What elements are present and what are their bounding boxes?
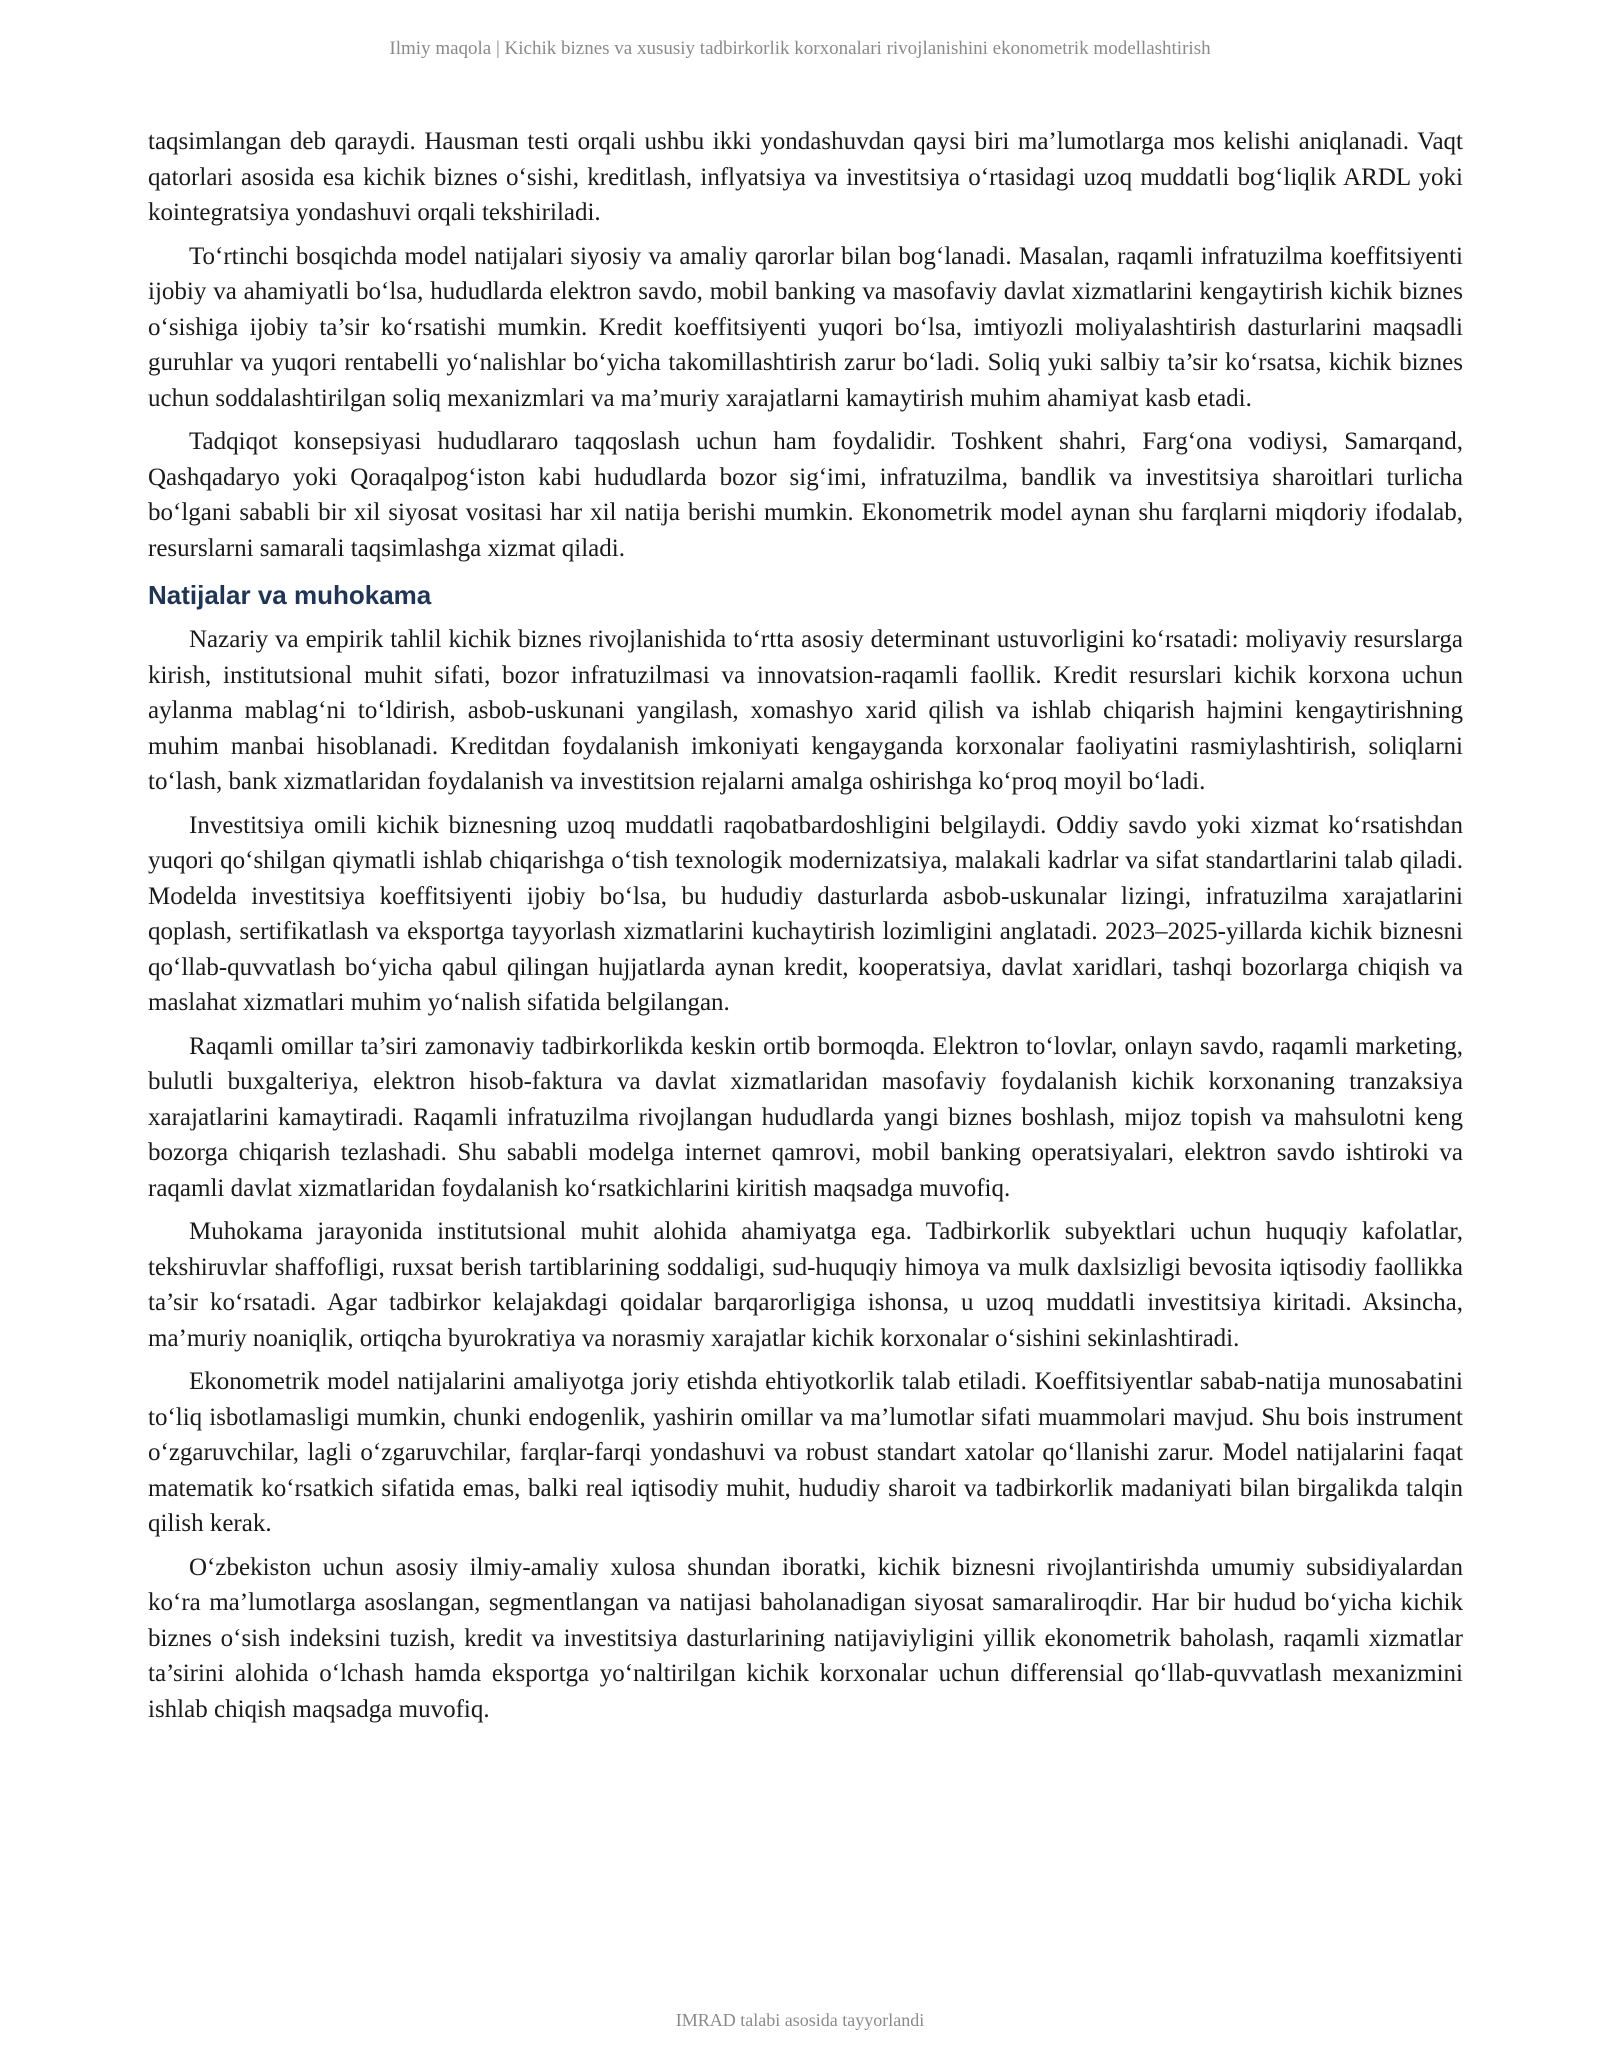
body-paragraph: Ekonometrik model natijalarini amaliyotga joriy etishda ehtiyotkorlik talab etiladi. Koeffitsiyentlar sabab-natija munosabatini to‘liq isbotlamasligi mumkin, chunki endogenlik, yashirin omillar va ma’lumotlar sifati muammolari mavjud. Shu bois instrument o‘zgaruvchilar, lagli o‘zgaruvchilar, farqlar-farqi yondashuvi va robust standart xatolar qo‘llanishi zarur. Model natijalarini faqat matematik ko‘rsatkich sifatida emas, balki real iqtisodiy muhit, hududiy sharoit va tadbirkorlik madaniyati bilan birgalikda talqin qilish kerak. [148,1368,1463,1537]
section-heading: Natijalar va muhokama [148,580,432,610]
body-paragraph: Investitsiya omili kichik biznesning uzoq muddatli raqobatbardoshligini belgilaydi. Oddiy savdo yoki xizmat ko‘rsatishdan yuqori qo‘shilgan qiymatli ishlab chiqarishga o‘tish texnologik modernizatsiya, malakali kadrlar va sifat standartlarini talab qiladi. Modelda investitsiya koeffitsiyenti ijobiy bo‘lsa, bu hududiy dasturlarda asbob-uskunalar lizingi, infratuzilma xarajatlarini qoplash, sertifikatlash va eksportga tayyorlash xizmatlarini kuchaytirish lozimligini anglatadi. 2023–2025-yillarda kichik biznesni qo‘llab-quvvatlash bo‘yicha qabul qilingan hujjatlarda aynan kredit, kooperatsiya, davlat xaridlari, tashqi bozorlarga chiqish va maslahat xizmatlari muhim yo‘nalish sifatida belgilangan. [148,811,1463,1016]
running-footer: IMRAD talabi asosida tayyorlandi [675,2010,925,2030]
running-header: Ilmiy maqola | Kichik biznes va xususiy tadbirkorlik korxonalari rivojlanishini ekonometrik modellashtirish [389,38,1211,59]
body-paragraph: Nazariy va empirik tahlil kichik biznes rivojlanishida to‘rtta asosiy determinant ustuvorligini ko‘rsatadi: moliyaviy resurslarga kirish, institutsional muhit sifati, bozor infratuzilmasi va innovatsion-raqamli faollik. Kredit resurslari kichik korxona uchun aylanma mablag‘ni to‘ldirish, asbob-uskunani yangilash, xomashyo xarid qilish va ishlab chiqarish hajmini kengaytirishning muhim manbai hisoblanadi. Kreditdan foydalanish imkoniyati kengayganda korxonalar faoliyatini rasmiylashtirish, soliqlarni to‘lash, bank xizmatlaridan foydalanish va investitsion rejalarni amalga oshirishga ko‘proq moyil bo‘ladi. [148,626,1463,795]
article-body [148,124,1463,1735]
body-paragraph: O‘zbekiston uchun asosiy ilmiy-amaliy xulosa shundan iboratki, kichik biznesni rivojlantirishda umumiy subsidiyalardan ko‘ra ma’lumotlarga asoslangan, segmentlangan va natijasi baholanadigan siyosat samaraliroqdir. Har bir hudud bo‘yicha kichik biznes o‘sish indeksini tuzish, kredit va investitsiya dasturlarining natijaviyligini yillik ekonometrik baholash, raqamli xizmatlar ta’sirini alohida o‘lchash hamda eksportga yo‘naltirilgan kichik korxonalar uchun differensial qo‘llab-quvvatlash mexanizmini ishlab chiqish maqsadga muvofiq. [148,1553,1463,1723]
body-paragraph: Raqamli omillar ta’siri zamonaviy tadbirkorlikda keskin ortib bormoqda. Elektron to‘lovlar, onlayn savdo, raqamli marketing, bulutli buxgalteriya, elektron hisob-faktura va davlat xizmatlaridan masofaviy foydalanish kichik korxonaning tranzaksiya xarajatlarini kamaytiradi. Raqamli infratuzilma rivojlangan hududlarda yangi biznes boshlash, mijoz topish va mahsulotni keng bozorga chiqarish tezlashadi. Shu sababli modelga internet qamrovi, mobil banking operatsiyalari, elektron savdo ishtiroki va raqamli davlat xizmatlaridan foydalanish ko‘rsatkichlarini kiritish maqsadga muvofiq. [148,1032,1463,1202]
body-paragraph: To‘rtinchi bosqichda model natijalari siyosiy va amaliy qarorlar bilan bog‘lanadi. Masalan, raqamli infratuzilma koeffitsiyenti ijobiy va ahamiyatli bo‘lsa, hududlarda elektron savdo, mobil banking va masofaviy davlat xizmatlarini kengaytirish kichik biznes o‘sishiga ijobiy ta’sir ko‘rsatishi mumkin. Kredit koeffitsiyenti yuqori bo‘lsa, imtiyozli moliyalashtirish dasturlarini maqsadli guruhlar va yuqori rentabelli yo‘nalishlar bo‘yicha takomillashtirish zarur bo‘ladi. Soliq yuki salbiy ta’sir ko‘rsatsa, kichik biznes uchun soddalashtirilgan soliq mexanizmlari va ma’muriy xarajatlarni kamaytirish muhim ahamiyat kasb etadi. [148,242,1463,412]
body-paragraph: Muhokama jarayonida institutsional muhit alohida ahamiyatga ega. Tadbirkorlik subyektlari uchun huquqiy kafolatlar, tekshiruvlar shaffofligi, ruxsat berish tartiblarining soddaligi, sud-huquqiy himoya va mulk daxlsizligi bevosita iqtisodiy faollikka ta’sir ko‘rsatadi. Agar tadbirkor kelajakdagi qoidalar barqarorligiga ishonsa, u uzoq muddatli investitsiya kiritadi. Aksincha, ma’muriy noaniqlik, ortiqcha byurokratiya va norasmiy xarajatlar kichik korxonalar o‘sishini sekinlashtiradi. [148,1218,1463,1352]
body-paragraph: Tadqiqot konsepsiyasi hududlararo taqqoslash uchun ham foydalidir. Toshkent shahri, Farg‘ona vodiysi, Samarqand, Qashqadaryo yoki Qoraqalpog‘iston kabi hududlarda bozor sig‘imi, infratuzilma, bandlik va investitsiya sharoitlari turlicha bo‘lgani sababli bir xil siyosat vositasi har xil natija berishi mumkin. Ekonometrik model aynan shu farqlarni miqdoriy ifodalab, resurslarni samarali taqsimlashga xizmat qiladi. [148,428,1463,562]
body-paragraph: taqsimlangan deb qaraydi. Hausman testi orqali ushbu ikki yondashuvdan qaysi biri ma’lumotlarga mos kelishi aniqlanadi. Vaqt qatorlari asosida esa kichik biznes o‘sishi, kreditlash, inflyatsiya va investitsiya o‘rtasidagi uzoq muddatli bog‘liqlik ARDL yoki kointegratsiya yondashuvi orqali tekshiriladi. [148,128,1463,226]
